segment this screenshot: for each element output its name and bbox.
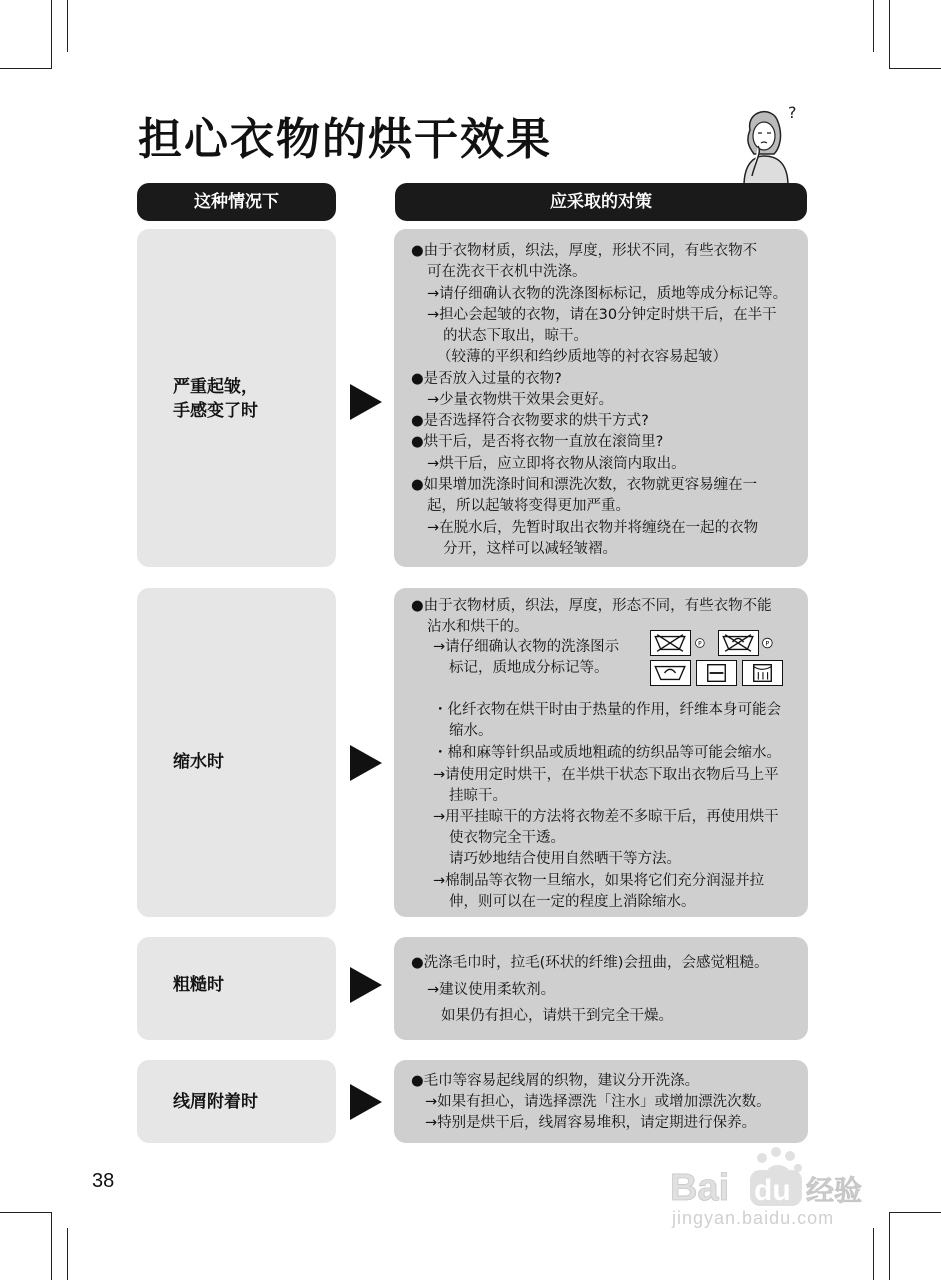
- crop-mark: [889, 68, 941, 69]
- measure-line: ●洗涤毛巾时，拉毛(环状的纤维)会扭曲，会感觉粗糙。: [411, 955, 769, 971]
- measure-line: →烘干后，应立即将衣物从滚筒内取出。: [427, 456, 686, 472]
- measure-line: ●是否放入过量的衣物?: [411, 371, 562, 387]
- condition-cell: [137, 229, 336, 567]
- measure-line: ・化纤衣物在烘干时由于热量的作用，纤维本身可能会: [433, 702, 781, 718]
- measure-line: 可在洗衣干衣机中洗涤。: [427, 264, 587, 280]
- measure-line: 的状态下取出，晾干。: [443, 328, 588, 344]
- measure-line: ●如果增加洗涤时间和漂洗次数，衣物就更容易缠在一: [411, 477, 758, 493]
- measure-line: 缩水。: [449, 723, 493, 739]
- condition-header: 这种情况下: [137, 183, 336, 221]
- condition-cell: [137, 588, 336, 917]
- condition-label: 线屑附着时: [173, 1092, 258, 1112]
- measure-line: →特别是烘干后，线屑容易堆积，请定期进行保养。: [425, 1115, 757, 1131]
- crop-mark: [51, 1212, 52, 1280]
- svg-text:Bai: Bai: [670, 1167, 730, 1209]
- crop-mark: [0, 1212, 52, 1213]
- measure-line: ・棉和麻等针织品或质地粗疏的纺织品等可能会缩水。: [433, 745, 781, 761]
- watermark-url: jingyan.baidu.com: [672, 1208, 835, 1228]
- measure-line: →在脱水后，先暂时取出衣物并将缠绕在一起的衣物: [427, 520, 759, 536]
- crop-mark: [889, 1212, 941, 1213]
- arrow-right-icon: [350, 745, 382, 781]
- dry-clean-p-icon: [762, 630, 784, 656]
- condition-cell: [137, 937, 336, 1040]
- measure-line: →请仔细确认衣物的洗涤图示: [433, 639, 620, 655]
- hand-wash-icon: [650, 660, 691, 686]
- arrow-right-icon: [350, 384, 382, 420]
- page-title: 担心衣物的烘干效果: [138, 114, 552, 165]
- arrow-right-icon: [350, 1084, 382, 1120]
- page-number: 38: [92, 1170, 115, 1192]
- no-wash-hand-icon: [718, 630, 759, 656]
- measure-line: →请使用定时烘干，在半烘干状态下取出衣物后马上平: [433, 767, 779, 783]
- measure-line: ●由于衣物材质，织法，厚度，形态不同，有些衣物不能: [411, 598, 772, 614]
- worried-woman-icon: [728, 100, 808, 186]
- svg-text:?: ?: [788, 103, 797, 122]
- crop-mark: [0, 68, 52, 69]
- measure-line: 请巧妙地结合使用自然晒干等方法。: [449, 851, 681, 867]
- crop-mark: [873, 0, 874, 52]
- condition-label: 严重起皱， 手感变了时: [173, 377, 258, 421]
- measure-header: 应采取的对策: [395, 183, 807, 221]
- measure-line: 挂晾干。: [449, 788, 507, 804]
- crop-mark: [67, 0, 68, 52]
- measure-line: →用平挂晾干的方法将衣物差不多晾干后，再使用烘干: [433, 809, 779, 825]
- measure-line: 标记，质地成分标记等。: [449, 660, 609, 676]
- crop-mark: [67, 1228, 68, 1280]
- measure-line: 使衣物完全干透。: [449, 830, 565, 846]
- care-symbols: [650, 630, 784, 686]
- measure-line: （较薄的平织和绉纱质地等的衬衣容易起皱）: [437, 349, 727, 365]
- measure-line: ●是否选择符合衣物要求的烘干方式?: [411, 413, 649, 429]
- arrow-right-icon: [350, 967, 382, 1003]
- crop-mark: [889, 0, 890, 68]
- measure-line: ●由于衣物材质，织法，厚度，形状不同，有些衣物不: [411, 243, 758, 259]
- no-tumble-dry-icon: [650, 630, 691, 656]
- measure-line: 起，所以起皱将变得更加严重。: [427, 498, 630, 514]
- measure-line: 伸，则可以在一定的程度上消除缩水。: [449, 894, 696, 910]
- svg-text:P: P: [698, 641, 702, 648]
- measure-line: ●烘干后，是否将衣物一直放在滚筒里?: [411, 434, 664, 450]
- line-dry-icon: [742, 660, 783, 686]
- svg-text:du: du: [754, 1174, 791, 1207]
- dry-clean-p-icon: [695, 630, 715, 656]
- flat-dry-icon: [696, 660, 737, 686]
- measure-line: →少量衣物烘干效果会更好。: [427, 392, 614, 408]
- measure-line: →担心会起皱的衣物，请在30分钟定时烘干后，在半干: [427, 307, 777, 323]
- measure-line: 分开，这样可以减轻皱褶。: [443, 541, 617, 557]
- measure-line: 沾水和烘干的。: [427, 619, 529, 635]
- measure-line: →请仔细确认衣物的洗涤图标标记，质地等成分标记等。: [427, 286, 788, 302]
- measure-line: ●毛巾等容易起线屑的织物，建议分开洗涤。: [411, 1073, 700, 1089]
- svg-text:经验: 经验: [806, 1174, 863, 1207]
- crop-mark: [51, 0, 52, 68]
- condition-label: 缩水时: [173, 752, 224, 772]
- measure-line: →如果有担心，请选择漂洗「注水」或增加漂洗次数。: [425, 1094, 771, 1110]
- measure-line: 如果仍有担心，请烘干到完全干燥。: [441, 1008, 673, 1024]
- measure-line: →建议使用柔软剂。: [427, 982, 556, 998]
- measure-line: →棉制品等衣物一旦缩水，如果将它们充分润湿并拉: [433, 873, 765, 889]
- svg-text:P: P: [765, 639, 770, 648]
- condition-cell: [137, 1060, 336, 1143]
- condition-label: 粗糙时: [173, 975, 224, 995]
